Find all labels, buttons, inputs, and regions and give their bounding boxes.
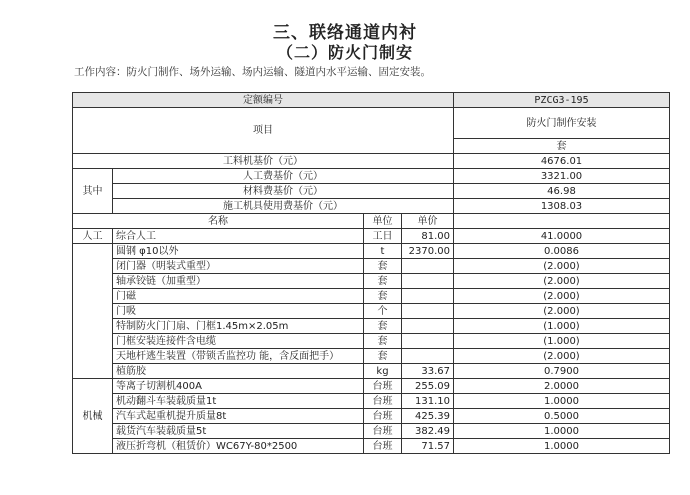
table-row	[73, 244, 670, 259]
resource-name: 门磁	[113, 289, 364, 304]
resource-name: 综合人工	[113, 229, 364, 244]
resource-unit: kg	[364, 364, 402, 379]
resource-unit: 个	[364, 304, 402, 319]
resource-qty: (2.000)	[454, 289, 670, 304]
among-value-2: 1308.03	[454, 199, 670, 214]
column-header-row	[73, 214, 670, 229]
resource-unit: 套	[364, 349, 402, 364]
table-row	[73, 259, 670, 274]
resource-unit: t	[364, 244, 402, 259]
work-content: 工作内容：防火门制作、场外运输、场内运输、隧道内水平运输、固定安装。	[74, 66, 431, 78]
subsection-title: （二）防火门制安	[276, 43, 413, 62]
among-label-0: 人工费基价（元）	[113, 169, 454, 184]
resource-name: 植筋胶	[113, 364, 364, 379]
among-label: 其中	[73, 169, 113, 214]
resource-price	[402, 319, 454, 334]
resource-name: 液压折弯机（租赁价）WC67Y-80*2500	[113, 439, 364, 454]
resource-qty: 1.0000	[454, 439, 670, 454]
resource-qty: 1.0000	[454, 424, 670, 439]
table-row	[73, 379, 670, 394]
item-row	[73, 108, 670, 139]
base-price: 4676.01	[454, 154, 670, 169]
among-row	[73, 199, 670, 214]
machine-category: 机械	[73, 379, 113, 454]
resource-price	[402, 289, 454, 304]
resource-name: 天地杆逃生装置（带锁舌监控功 能，含反面把手）	[113, 349, 364, 364]
table-row	[73, 274, 670, 289]
material-category	[73, 244, 113, 379]
table-row	[73, 409, 670, 424]
table-row	[73, 424, 670, 439]
resource-unit: 工日	[364, 229, 402, 244]
resource-name: 门框安装连接件含电缆	[113, 334, 364, 349]
col-unit: 单位	[364, 214, 402, 229]
resource-name: 闭门器（明装式重型）	[113, 259, 364, 274]
table-row	[73, 439, 670, 454]
resource-name: 轴承铰链（加重型）	[113, 274, 364, 289]
quota-no: PZCG3-195	[454, 93, 670, 108]
resource-price	[402, 304, 454, 319]
resource-qty: (2.000)	[454, 259, 670, 274]
table-row	[73, 229, 670, 244]
resource-unit: 套	[364, 274, 402, 289]
item-unit: 套	[454, 139, 670, 154]
resource-qty: 1.0000	[454, 394, 670, 409]
resource-price: 425.39	[402, 409, 454, 424]
quota-table	[72, 92, 670, 454]
resource-qty: (1.000)	[454, 319, 670, 334]
resource-qty: 0.7900	[454, 364, 670, 379]
resource-qty: 2.0000	[454, 379, 670, 394]
among-label-1: 材料费基价（元）	[113, 184, 454, 199]
col-price: 单价	[402, 214, 454, 229]
resource-qty: (1.000)	[454, 334, 670, 349]
resource-price: 81.00	[402, 229, 454, 244]
resource-price: 33.67	[402, 364, 454, 379]
table-row	[73, 364, 670, 379]
resource-price	[402, 349, 454, 364]
resource-unit: 套	[364, 289, 402, 304]
col-qty	[454, 214, 670, 229]
table-row	[73, 304, 670, 319]
quota-no-label: 定额编号	[73, 93, 454, 108]
section-title: 三、联络通道内衬	[273, 23, 417, 43]
resource-qty: (2.000)	[454, 304, 670, 319]
resource-unit: 套	[364, 259, 402, 274]
resource-unit: 台班	[364, 394, 402, 409]
resource-price	[402, 334, 454, 349]
resource-name: 机动翻斗车装载质量1t	[113, 394, 364, 409]
quota-no-row	[73, 93, 670, 108]
resource-price: 382.49	[402, 424, 454, 439]
col-name: 名称	[73, 214, 364, 229]
labor-category: 人工	[73, 229, 113, 244]
resource-unit: 台班	[364, 424, 402, 439]
resource-qty: (2.000)	[454, 349, 670, 364]
resource-unit: 套	[364, 334, 402, 349]
resource-price	[402, 274, 454, 289]
table-row	[73, 394, 670, 409]
among-label-2: 施工机具使用费基价（元）	[113, 199, 454, 214]
table-row	[73, 289, 670, 304]
resource-name: 等离子切割机400A	[113, 379, 364, 394]
resource-price: 255.09	[402, 379, 454, 394]
resource-price	[402, 259, 454, 274]
table-row	[73, 334, 670, 349]
resource-qty: 0.5000	[454, 409, 670, 424]
resource-price: 2370.00	[402, 244, 454, 259]
resource-name: 门吸	[113, 304, 364, 319]
resource-price: 131.10	[402, 394, 454, 409]
resource-name: 圆钢 φ10以外	[113, 244, 364, 259]
resource-name: 汽车式起重机提升质量8t	[113, 409, 364, 424]
table-row	[73, 319, 670, 334]
among-value-0: 3321.00	[454, 169, 670, 184]
resource-unit: 套	[364, 319, 402, 334]
base-price-row	[73, 154, 670, 169]
resource-qty: (2.000)	[454, 274, 670, 289]
resource-unit: 台班	[364, 439, 402, 454]
resource-qty: 41.0000	[454, 229, 670, 244]
table-row	[73, 349, 670, 364]
resource-name: 载货汽车装载质量5t	[113, 424, 364, 439]
resource-unit: 台班	[364, 409, 402, 424]
item-name: 防火门制作安装	[454, 108, 670, 139]
base-price-label: 工料机基价（元）	[73, 154, 454, 169]
among-row	[73, 184, 670, 199]
resource-unit: 台班	[364, 379, 402, 394]
resource-qty: 0.0086	[454, 244, 670, 259]
resource-price: 71.57	[402, 439, 454, 454]
among-value-1: 46.98	[454, 184, 670, 199]
item-label: 项目	[73, 108, 454, 154]
resource-name: 特制防火门门扇、门框1.45m×2.05m	[113, 319, 364, 334]
among-row	[73, 169, 670, 184]
